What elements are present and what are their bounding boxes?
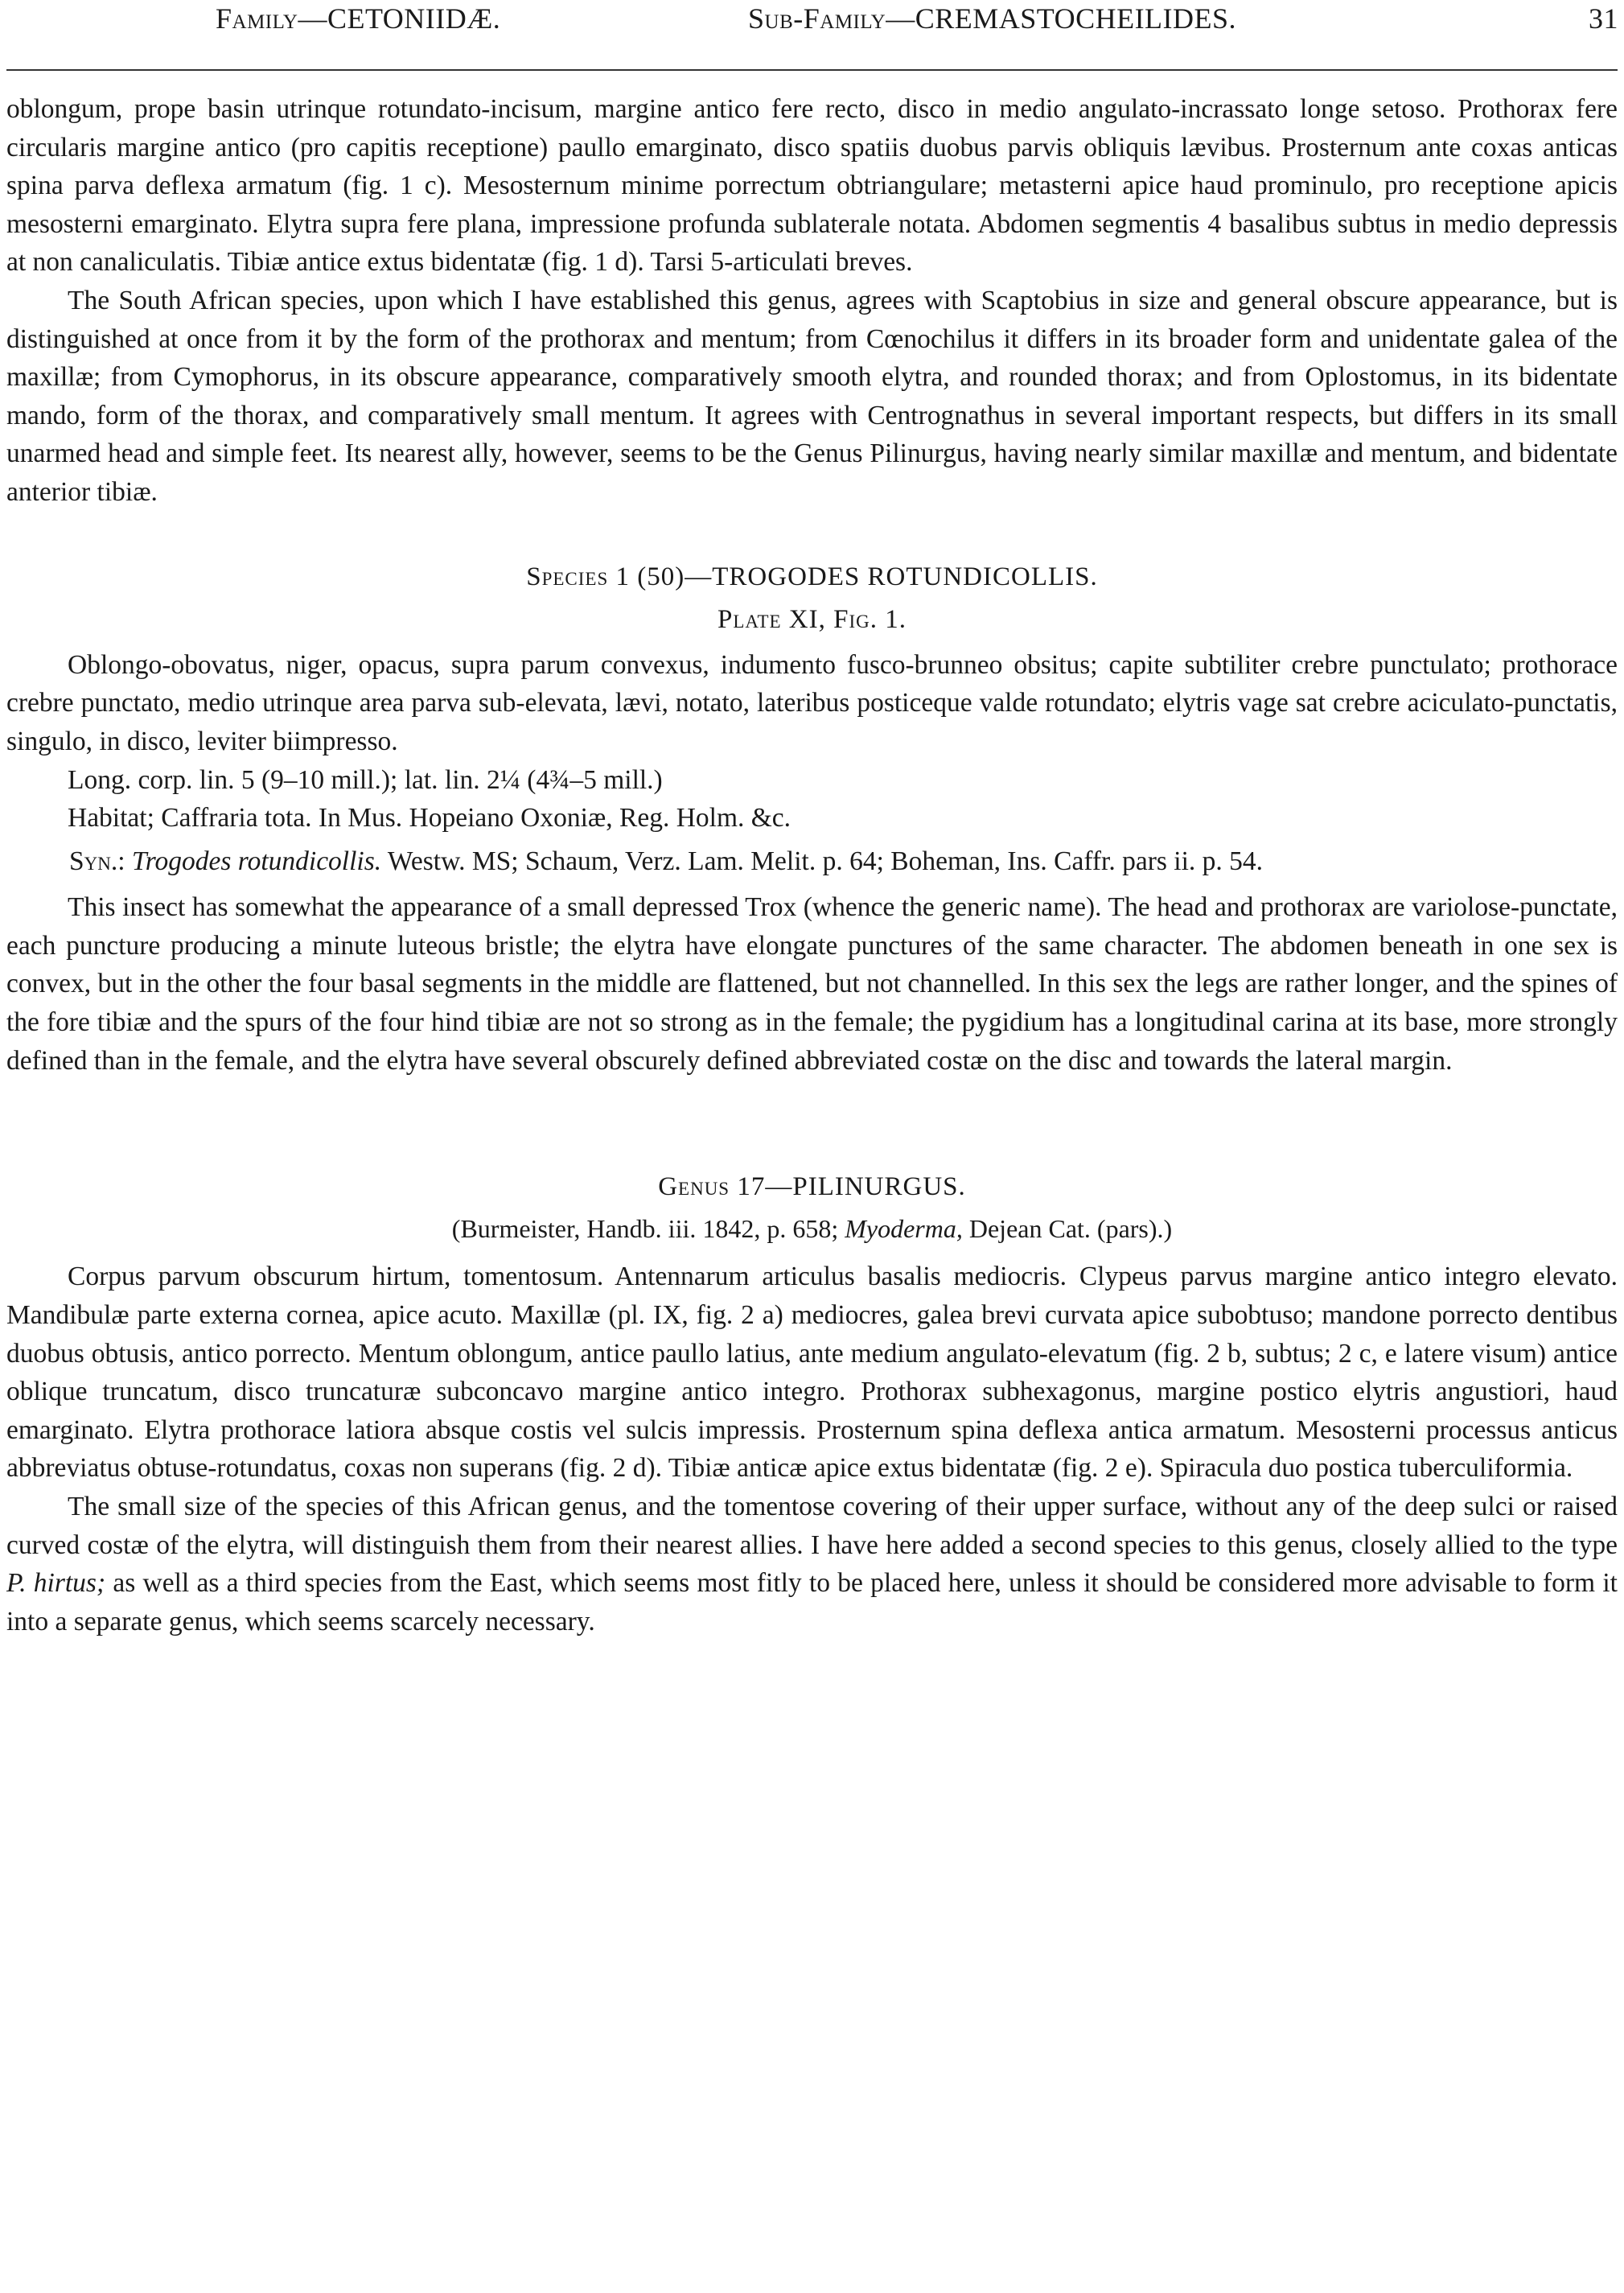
syn-references: Westw. MS; Schaum, Verz. Lam. Melit. p. 64; Boheman, Ins. Caffr. pars ii. p. 54. bbox=[387, 846, 1264, 876]
remarks-end: as well as a third species from the East, which seems most fitly to be placed here, unless it should be considered more advisable to form it into a separate genus, which seems scarcely necessary. bbox=[6, 1568, 1618, 1636]
remarks-type-species: P. hirtus; bbox=[6, 1568, 106, 1599]
syn-name: Trogodes rotundicollis. bbox=[131, 846, 382, 876]
syn-label: Syn.: bbox=[69, 846, 125, 876]
genus-citation bbox=[6, 1210, 1618, 1249]
genus-remarks-pilinurgus bbox=[6, 1488, 1618, 1641]
running-head-subfamily: Sub-Family—CREMASTOCHEILIDES. bbox=[748, 2, 1237, 35]
plate-reference: Plate XI, Fig. 1. bbox=[717, 605, 907, 635]
species-description: Oblongo-obovatus, niger, opacus, supra parum convexus, indumento fusco-brunneo obsitus; capite subtiliter crebre punctulato; prothorace crebre punctato, medio utrinque area parva sub-elevata, lævi, notato, lateribus posticeque valde rotundato; elytris vage sat crebre aciculato-punctatis, singulo, in disco, leviter biimpresso. bbox=[6, 649, 1618, 756]
running-head bbox=[0, 0, 1624, 48]
genus-heading: Genus 17—PILINURGUS. bbox=[658, 1172, 966, 1202]
article-body bbox=[6, 90, 1618, 1641]
citation-start: (Burmeister, Handb. iii. 1842, p. 658; bbox=[451, 1213, 839, 1243]
species-notes: This insect has somewhat the appearance of a small depressed Trox (whence the generic name). The head and prothorax are variolose-punctate, each puncture producing a minute luteous bristle; the elytra have elongate punctures of the same character. The abdomen beneath in one sex is convex, but in the other the four basal segments in the middle are flattened, but not channelled. In this sex the legs are rather longer, and the spines of the fore tibiæ and the spurs of the four hind tibiæ are not so strong as in the female; the pygidium has a longitudinal carina at its base, more strongly defined than in the female, and the elytra have several obscurely defined abbreviated costæ on the disc and towards the lateral margin. bbox=[6, 892, 1618, 1076]
citation-end: Dejean Cat. (pars).) bbox=[968, 1213, 1173, 1243]
genus-remarks: The South African species, upon which I have established this genus, agrees with Scaptobius in size and general obscure appearance, but is distinguished at once from it by the form of the prothorax and mentum; from Cœnochilus it differs in its broader form and unidentate galea of the maxillæ; from Cymophorus, in its obscure appearance, comparatively smooth elytra, and rounded thorax; and from Oplostomus, in its bidentate mando, form of the thorax, and comparatively small mentum. It agrees with Centrognathus in several important respects, but differs in its small unarmed head and simple feet. Its nearest ally, however, seems to be the Genus Pilinurgus, having nearly similar maxillæ and mentum, and bidentate anterior tibiæ. bbox=[6, 285, 1618, 507]
running-head-family: Family—CETONIIDÆ. bbox=[216, 2, 501, 35]
species-synonymy bbox=[6, 842, 1618, 881]
species-heading: Species 1 (50)—TROGODES ROTUNDICOLLIS. bbox=[526, 562, 1098, 591]
species-measurements: Long. corp. lin. 5 (9–10 mill.); lat. lin. 2¼ (4¾–5 mill.) bbox=[68, 764, 663, 795]
species-habitat: Habitat; Caffraria tota. In Mus. Hopeiano Oxoniæ, Reg. Holm. &c. bbox=[68, 803, 791, 834]
genus-description: Corpus parvum obscurum hirtum, tomentosum. Antennarum articulus basalis mediocris. Clypeus parvus margine antico integro elevato. Mandibulæ parte externa cornea, apice acuto. Maxillæ (pl. IX, fig. 2 a) mediocres, galea brevi curvata apice subobtuso; mandone porrecto dentibus duobus obtusis, antico porrecto. Mentum oblongum, antice paullo latius, ante medium angulato-elevatum (fig. 2 b, subtus; 2 c, e latere visum) antice oblique truncatum, disco truncaturæ subconcavo margine antico integro. Prothorax subhexagonus, margine postico elytris angustiori, haud emarginato. Elytra prothorace latiora absque costis vel sulcis impressis. Prosternum spina deflexa antica armatum. Mesosterni processus anticus abbreviatus obtuse-rotundatus, coxas non superans (fig. 2 d). Tibiæ anticæ apice extus bidentatæ (fig. 2 e). Spiracula duo postica tuberculiformia. bbox=[6, 1262, 1618, 1484]
genus-description-continued: oblongum, prope basin utrinque rotundato-incisum, margine antico fere recto, disco in medio angulato-incrassato longe setoso. Prothorax fere circularis margine antico (pro capitis receptione) paullo emarginato, disco spatiis duobus parvis obliquis lævibus. Prosternum ante coxas anticas spina parva deflexa armatum (fig. 1 c). Mesosternum minime porrectum obtriangulare; metasterni apice haud prominulo, pro receptione apicis mesosterni emarginato. Elytra supra fere plana, impressione profunda sublaterale notata. Abdomen segmentis 4 basalibus subtus in medio depressis at non canaliculatis. Tibiæ antice extus bidentatæ (fig. 1 d). Tarsi 5-articulati breves. bbox=[6, 94, 1618, 278]
citation-synonym: Myoderma, bbox=[845, 1213, 963, 1243]
page-number: 31 bbox=[1589, 2, 1618, 35]
remarks-start: The small size of the species of this African genus, and the tomentose covering of their upper surface, without any of the deep sulci or raised curved costæ of the elytra, will distinguish them from their nearest allies. I have here added a second species to this genus, closely allied to the type bbox=[6, 1492, 1618, 1560]
header-rule bbox=[6, 69, 1618, 71]
